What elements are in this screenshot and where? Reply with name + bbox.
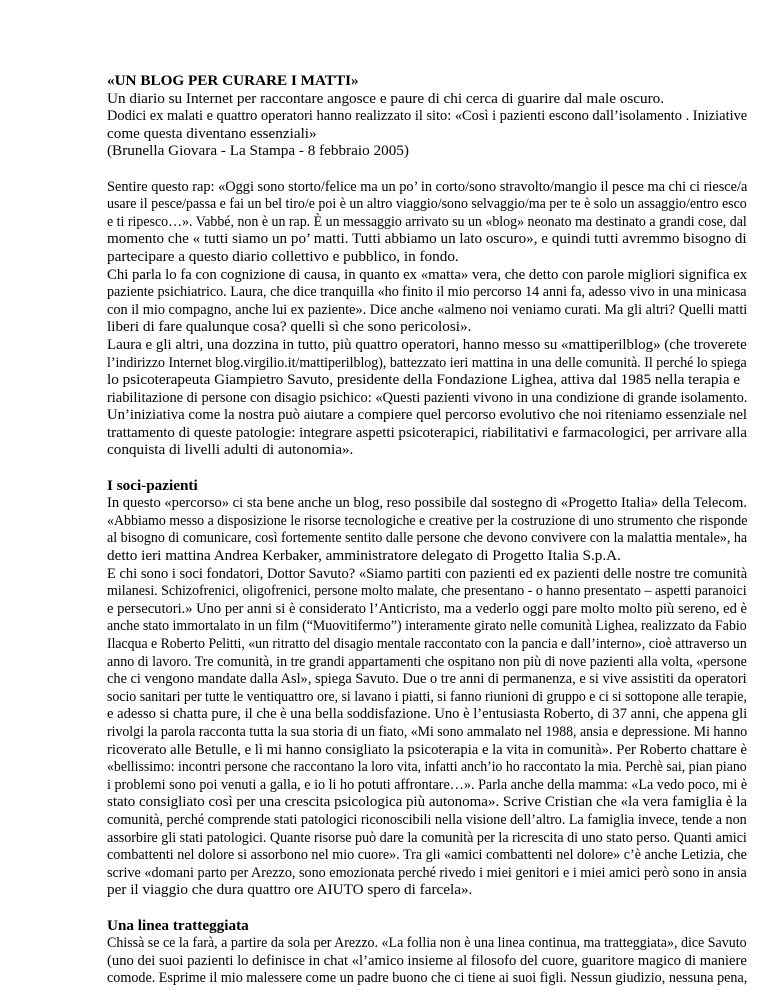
section-soci-pazienti	[107, 477, 747, 899]
text-line: stato consigliato così per una crescita psicologica più autonoma». Scrive Cristian che «la vera famiglia è la	[107, 793, 748, 811]
text-line: e persecutori.» Uno per anni si è considerato l’Anticristo, ma a vederlo oggi pare molto molto più sereno, ed è	[107, 599, 747, 617]
text-line: lo psicoterapeuta Giampietro Savuto, presidente della Fondazione Lighea, attiva dal 1985 nella terapia e	[107, 371, 741, 389]
section-linea-tratteggiata	[107, 917, 747, 987]
text-line: socio sanitari per tutte le ventiquattro ore, si lavano i piatti, si fanno riunioni di gruppo e ci si sottopone alle terapie,	[107, 687, 747, 705]
text-line: Laura e gli altri, una dozzina in tutto, più quattro operatori, hanno messo su «mattiperilblog» (che troverete	[107, 335, 747, 353]
text-line: e ti ripesco…». Vabbé, non è un rap. È un messaggio arrivato su un «blog» neonato ma destinato a grandi cose, dal	[107, 212, 747, 230]
text-line: Sentire questo rap: «Oggi sono storto/felice ma un po’ in corto/sono stravolto/mangio il pesce ma chi ci riesce/a	[107, 177, 748, 195]
text-line: per il viaggio che dura quattro ore AIUTO spero di farcela».	[107, 881, 473, 899]
text-line: anche stato immortalato in un film (“Muovitifermo”) interamente girato nelle comunità Lighea, realizzato da Fabio	[107, 617, 747, 635]
paragraph-intro	[107, 178, 747, 460]
text-line: comunità, perché comprende stati patologici riconoscibili nella visione dell’altro. La famiglia invece, tende a non	[107, 810, 747, 828]
text-line: Chissà se ce la farà, a partire da sola per Arezzo. «La follia non è una linea continua, ma tratteggiata», dice Savuto	[107, 934, 747, 952]
text-line: che ci vengono mandate dalla Asl», spiega Savuto. Due o tre anni di permanenza, e si vive assistiti da operatori	[107, 670, 747, 688]
text-line: combattenti nel dolore si assorbono nel mio cuore». Tra gli «amici combattenti nel dolore» c’è anche Letizia, che	[107, 846, 747, 864]
text-line: al bisogno di comunicare, così fortemente sentito dalle persone che devono convivere con la malattia mentale», ha	[107, 529, 748, 547]
spacer	[107, 459, 747, 477]
article-header	[107, 72, 747, 160]
section-heading: I soci-pazienti	[107, 476, 198, 494]
subtitle-line: come questa diventano essenziali»	[107, 124, 317, 142]
text-line: «bellissimo: incontri persone che raccontano la loro vita, infatti anch’io ho raccontato la mia. Perchè sai, pian piano	[107, 758, 747, 776]
text-line: «Abbiamo messo a disposizione le risorse tecnologiche e creative per la costruzione di uno strumento che risponde	[107, 511, 748, 529]
subtitle-line: Un diario su Internet per raccontare angosce e paure di chi cerca di guarire dal male oscuro.	[107, 89, 665, 107]
text-line: detto ieri mattina Andrea Kerbaker, amministratore delegato di Progetto Italia S.p.A.	[107, 547, 621, 565]
spacer	[107, 160, 747, 178]
text-line: rivolgi la parola racconta tutta la sua storia di un fiato, «Mi sono ammalato nel 1988, ansia e depressione. Mi hanno	[107, 722, 748, 740]
text-line: Chi parla lo fa con cognizione di causa, in quanto ex «matta» vera, che detto con parole migliori significa ex	[107, 265, 748, 283]
text-line: E chi sono i soci fondatori, Dottor Savuto? «Siamo partiti con pazienti ed ex pazienti delle nostre tre comunità	[107, 564, 748, 582]
article-title: «UN BLOG PER CURARE I MATTI»	[107, 72, 359, 89]
text-line: paziente psichiatrico. Laura, che dice tranquilla «ho finito il mio percorso 14 anni fa, adesso vivo in una minicasa	[107, 283, 747, 301]
text-line: trattamento di queste patologie: integrare aspetti psicoterapici, riabilitativi e farmacologici, per arrivare alla	[107, 423, 747, 441]
text-line: riabilitazione di persone con disagio psichico: «Questi pazienti vivono in una condizione di grande isolamento.	[107, 388, 748, 406]
text-line: liberi di fare qualunque cosa? quelli sì che sono pericolosi».	[107, 318, 472, 336]
section-heading: Una linea tratteggiata	[107, 916, 249, 934]
spacer	[107, 899, 747, 917]
text-line: (uno dei suoi pazienti lo definisce in chat «l’amico insieme al filosofo del cuore, guaritore magico di maniere	[107, 951, 747, 969]
text-line: scrive «domani parto per Arezzo, sono emozionata perché rivedo i miei genitori e i miei amici però sono in ansia	[107, 863, 747, 881]
text-line: i problemi sono poi venuti a galla, e io li ho potuti affrontare…». Parla anche della mamma: «La vedo poco, mi è	[107, 775, 748, 793]
text-line: conquista di livelli adulti di autonomia».	[107, 441, 354, 459]
text-line: usare il pesce/passa e fai un bel tiro/e poi è un altro viaggio/sono selvaggio/ma per te è solo un assaggio/entro esco	[107, 195, 747, 213]
text-line: comode. Esprime il mio malessere come un padre buono che ci tiene ai suoi figli. Nessun giudizio, nessuna pena,	[107, 969, 748, 987]
text-line: Ilacqua e Roberto Pelitti, «un ritratto del disagio mentale raccontato con la pancia e dall’interno», cioè attraverso un	[107, 635, 747, 652]
text-line: l’indirizzo Internet blog.virgilio.it/mattiperilblog), battezzato ieri mattina in una delle comunità. Il perché lo spiega	[107, 353, 747, 371]
text-line: assorbire gli stati patologici. Quante risorse può dare la comunità per la ricrescita di uno stato perso. Quanti amici	[107, 828, 747, 846]
text-line: Un’iniziativa come la nostra può aiutare a compiere quel percorso evolutivo che noi riteniamo essenziale nel	[107, 406, 747, 424]
text-line: partecipare a questo diario collettivo e pubblico, in fondo.	[107, 247, 459, 265]
text-line: e adesso si chatta pure, il che è una bella soddisfazione. Uno è l’entusiasta Roberto, di 37 anni, che appena gli	[107, 705, 748, 723]
text-line: In questo «percorso» ci sta bene anche un blog, reso possibile dal sostegno di «Progetto Italia» della Telecom.	[107, 494, 748, 512]
text-line: milanesi. Schizofrenici, oligofrenici, persone molto malate, che presentano - o hanno presentato – aspetti paranoici	[107, 582, 747, 600]
subtitle-line: Dodici ex malati e quattro operatori hanno realizzato il sito: «Così i pazienti escono dall’isolamento . Iniziative	[107, 107, 748, 125]
text-line: con il mio compagno, anche lui ex paziente». Dice anche «almeno noi veniamo curati. Ma gli altri? Quelli matti	[107, 300, 748, 318]
text-line: momento che « tutti siamo un po’ matti. Tutti abbiamo un lato oscuro», e quindi tutti avremmo bisogno di	[107, 230, 747, 248]
source-line: (Brunella Giovara - La Stampa - 8 febbraio 2005)	[107, 142, 409, 160]
article	[107, 72, 747, 987]
text-line: anno di lavoro. Tre comunità, in tre grandi appartamenti che ospitano non più di nove pazienti alla volta, «persone	[107, 652, 747, 670]
text-line: ricoverato alle Betulle, e lì mi hanno consigliato la psicoterapia e la vita in comunità». Per Roberto chattare è	[107, 740, 747, 758]
